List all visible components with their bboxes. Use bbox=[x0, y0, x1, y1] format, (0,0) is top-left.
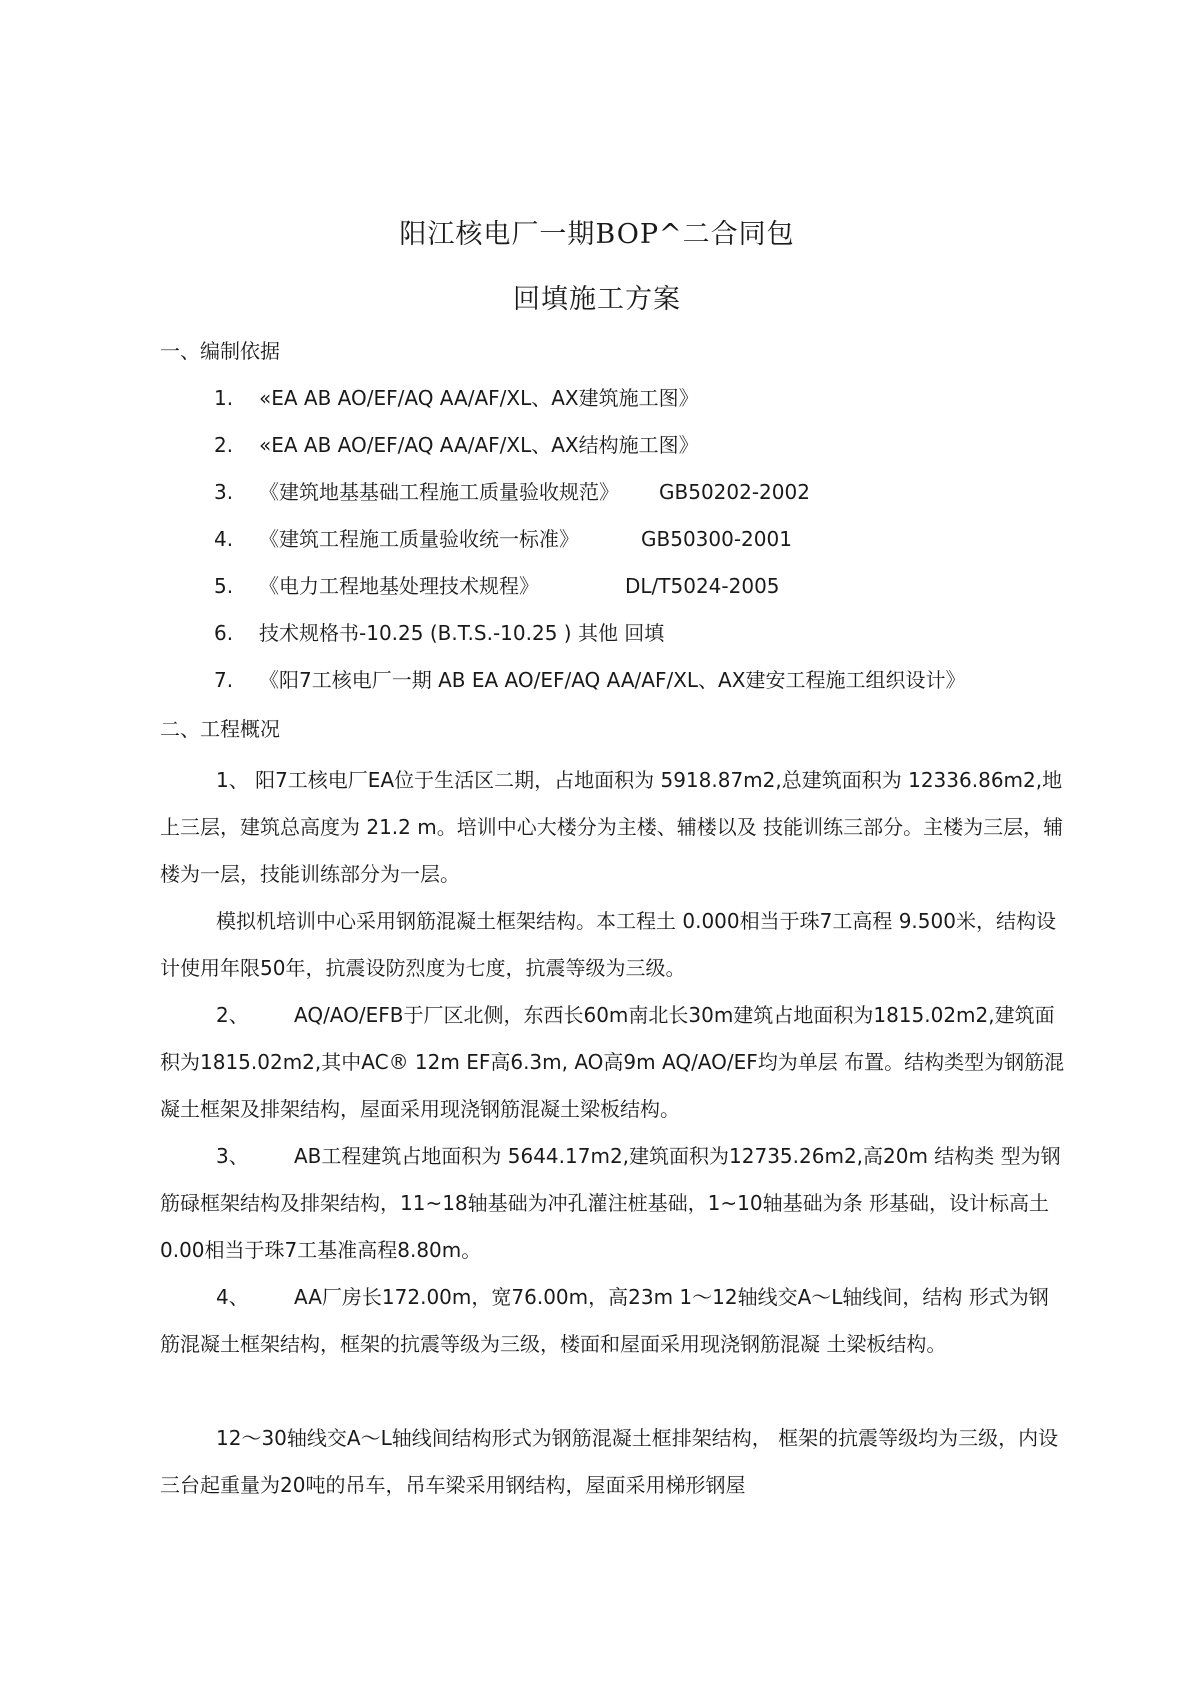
paragraph-text: AB工程建筑占地面积为 5644.17m2,建筑面积为12735.26m2,高20m 结构类 型为钢筋碌框架结构及排架结构，11~18轴基础为冲孔灌注桩基础，1~10轴基础为条 形基础，设计标高土 0.00相当于珠7工基准高程8.80m。 bbox=[160, 1144, 1061, 1262]
list-item bbox=[214, 526, 965, 573]
list-item bbox=[214, 667, 965, 714]
list-item-number: 6. bbox=[214, 621, 234, 645]
document-subtitle: 回填施工方案 bbox=[513, 284, 681, 315]
paragraph-text: AA厂房长172.00m，宽76.00m，高23m 1～12轴线交A～L轴线间，结构 形式为钢筋混凝土框架结构，框架的抗震等级为三级，楼面和屋面采用现浇钢筋混凝 土梁板结构。 bbox=[160, 1285, 1049, 1356]
list-item-text: 技术规格书-10.25 (B.T.S.-10.25 ) 其他 回填 bbox=[259, 621, 665, 645]
paragraph-aa bbox=[160, 1274, 1065, 1368]
paragraph-number: 3、 bbox=[216, 1144, 249, 1168]
list-item-text: «EA AB AO/EF/AQ AA/AF/XL、AX结构施工图》 bbox=[259, 433, 699, 457]
paragraph-simulator-center: 模拟机培训中心采用钢筋混凝土框架结构。本工程土 0.000相当于珠7工高程 9.500米，结构设计使用年限50年，抗震设防烈度为七度，抗震等级为三级。 bbox=[160, 909, 1056, 980]
list-item-text: 《建筑工程施工质量验收统一标准》 bbox=[259, 527, 579, 551]
list-item-number: 5. bbox=[214, 574, 234, 598]
standard-code: GB50202-2002 bbox=[659, 480, 810, 504]
list-item-number: 1. bbox=[214, 386, 234, 410]
document-title: 阳江核电厂一期BOP^二合同包 bbox=[399, 219, 795, 250]
reference-list bbox=[214, 385, 965, 714]
section-heading-basis: 一、编制依据 bbox=[160, 339, 280, 363]
list-item bbox=[214, 573, 965, 620]
list-item-number: 7. bbox=[214, 668, 234, 692]
list-item-text: 《电力工程地基处理技术规程》 bbox=[259, 574, 539, 598]
paragraph-number: 2、 bbox=[216, 1003, 249, 1027]
list-item bbox=[214, 432, 965, 479]
paragraph-aq-ao-ef bbox=[160, 992, 1065, 1133]
list-item-number: 2. bbox=[214, 433, 234, 457]
section-heading-overview: 二、工程概况 bbox=[160, 717, 280, 741]
paragraph-ea: 1、 阳7工核电厂EA位于生活区二期，占地面积为 5918.87m2,总建筑面积为 12336.86m2,地上三层，建筑总高度为 21.2 m。培训中心大楼分为主楼、辅楼以及 技能训练三部分。主楼为三层，辅楼为一层，技能训练部分为一层。 bbox=[160, 768, 1064, 886]
paragraph-axis-12-30: 12～30轴线交A～L轴线间结构形式为钢筋混凝土框排架结构， 框架的抗震等级均为三级，内设三台起重量为20吨的吊车，吊车梁采用钢结构，屋面采用梯形钢屋 bbox=[160, 1426, 1059, 1497]
list-item-text: «EA AB AO/EF/AQ AA/AF/XL、AX建筑施工图》 bbox=[259, 386, 699, 410]
list-item-number: 4. bbox=[214, 527, 234, 551]
list-item bbox=[214, 385, 965, 432]
standard-code: DL/T5024-2005 bbox=[625, 574, 780, 598]
list-item-number: 3. bbox=[214, 480, 234, 504]
paragraph-text: AQ/AO/EFB于厂区北侧，东西长60m南北长30m建筑占地面积为1815.02m2,建筑面积为1815.02m2,其中AC® 12m EF高6.3m, AO高9m AQ/AO/EF均为单层 布置。结构类型为钢筋混凝土框架及排架结构，屋面采用现浇钢筋混凝土梁板结构。 bbox=[160, 1003, 1065, 1121]
paragraph-number: 4、 bbox=[216, 1285, 249, 1309]
list-item bbox=[214, 620, 965, 667]
list-item-text: 《阳7工核电厂一期 AB EA AO/EF/AQ AA/AF/XL、AX建安工程施工组织设计》 bbox=[259, 668, 966, 692]
list-item bbox=[214, 479, 965, 526]
standard-code: GB50300-2001 bbox=[641, 527, 792, 551]
paragraph-ab bbox=[160, 1133, 1065, 1274]
list-item-text: 《建筑地基基础工程施工质量验收规范》 bbox=[259, 480, 619, 504]
